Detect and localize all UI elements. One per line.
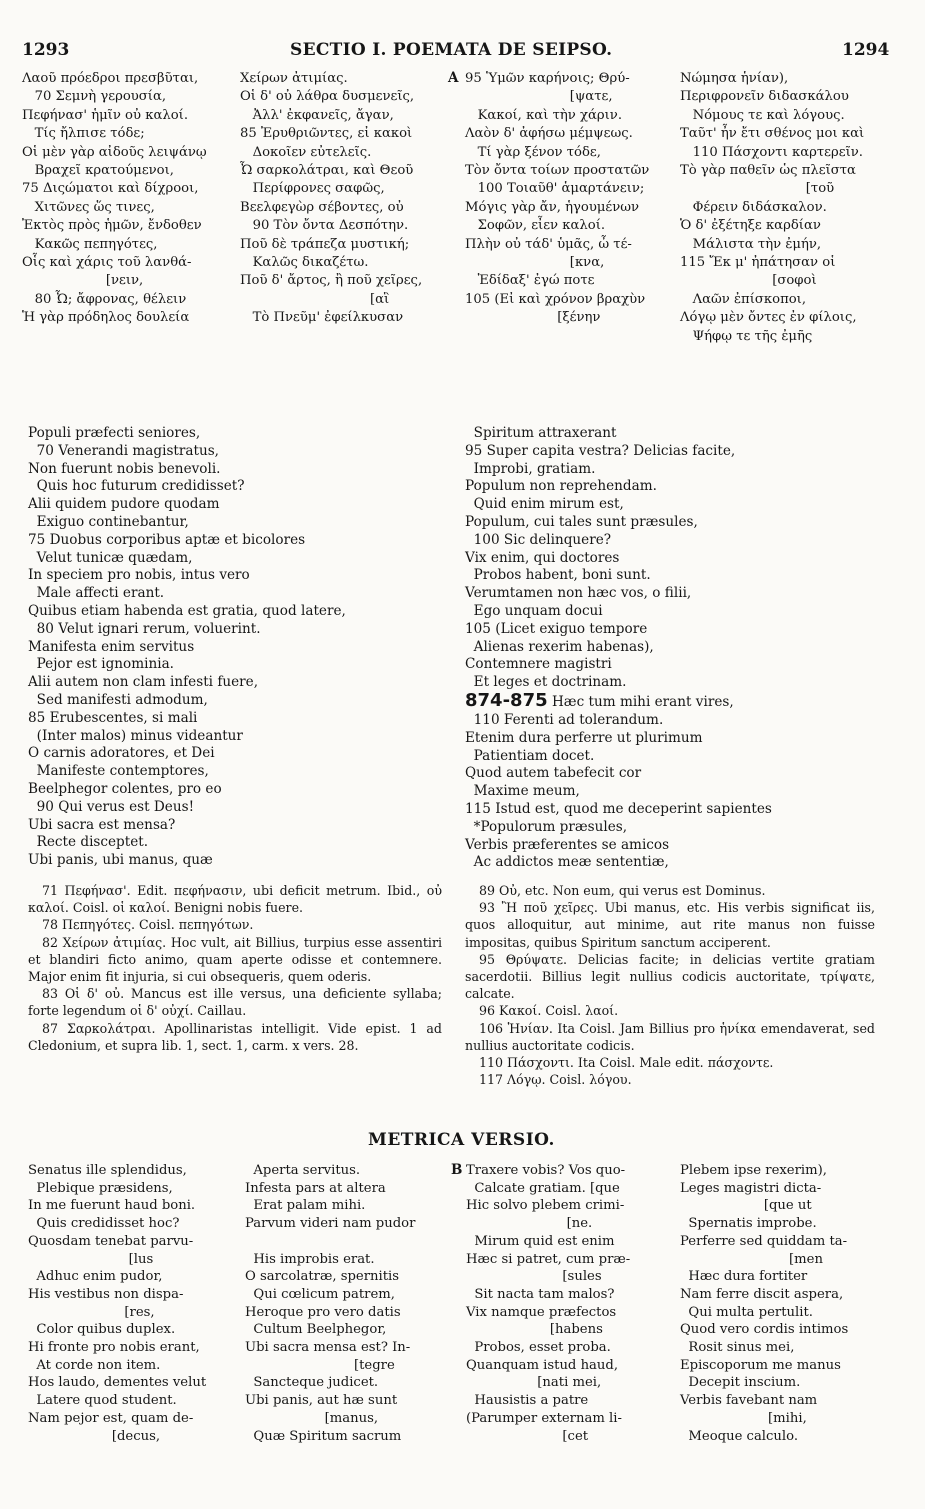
running-title: SECTIO I. POEMATA DE SEIPSO. — [290, 40, 613, 60]
note: 96 Κακοί. Coisl. λαοί. — [479, 1003, 619, 1019]
note: 117 Λόγῳ. Coisl. λόγου. — [479, 1072, 632, 1088]
latin-column-right-b: 110 Ferenti ad tolerandum. Etenim dura perferre ut plurimum Patientiam docet. Quod autem tabefecit cor Maxime meum, 115 Istud est, quod me deceperint sapientes *Populorum præsules, Verbis præferentes se amicos Ac addictos meæ sententiæ, — [465, 712, 772, 871]
note: 110 Πάσχοντι. Ita Coisl. Male edit. πάσχοντε. — [479, 1055, 774, 1071]
page-number-left: 1293 — [22, 40, 70, 60]
metrica-column-2: Aperta servitus. Infesta pars at altera Erat palam mihi. Parvum videri nam pudor His improbis erat. O sarcolatræ, spernitis Qui cœlicum patrem, Heroque pro vero datis Cultum Beelphegor, Ubi sacra mensa est? In- [tegre Sancteque judicet. Ubi panis, aut hæ sunt [manus, Quæ Spiritum sacrum — [245, 1163, 416, 1444]
page-number-right: 1294 — [842, 40, 890, 60]
column-marker-b: B — [451, 1162, 463, 1178]
note: 95 Θρύψατε. Delicias facite; in delicias vertite gratiam sacerdotii. Billius legit nullius codicis auctoritate, τρίψατε, calcate. — [465, 951, 875, 1002]
greek-column-4: Νώμησα ἡνίαν), Περιφρονεῖν διδασκάλου Νόμους τε καὶ λόγους. Ταῦτ' ἦν ἔτι σθένος μοι καὶ 110 Πάσχοντι καρτερεῖν. Τὸ γὰρ παθεῖν ὡς πλεῖστα [τοῦ Φέρειν διδάσκαλον. Ὁ δ' ἐξέτηξε καρδίαν Μάλιστα τὴν ἐμήν, 115 Ἔκ μ' ἠπάτησαν οἱ [σοφοὶ Λαῶν ἐπίσκοποι, Λόγῳ μὲν ὄντες ἐν φίλοις, Ψήφῳ τε τῆς ἐμῆς — [680, 71, 865, 344]
metrica-column-4: Plebem ipse rexerim), Leges magistri dicta- [que ut Spernatis improbe. Perferre sed quiddam ta- [men Hæc dura fortiter Nam ferre discit aspera, Qui multa pertulit. Quod vero cordis intimos Rosit sinus mei, Episcoporum me manus Decepit inscium. Verbis favebant nam [mihi, Meoque calculo. — [680, 1163, 849, 1444]
notes-left — [28, 882, 442, 1054]
latin-column-left: Populi præfecti seniores, 70 Venerandi magistratus, Non fuerunt nobis benevoli. Quis hoc futurum credidisset? Alii quidem pudore quodam Exiguo continebantur, 75 Duobus corporibus aptæ et bicolores Velut tunicæ quædam, In speciem pro nobis, intus vero Male affecti erant. Quibus etiam habenda est gratia, quod latere, 80 Velut ignari rerum, voluerint. Manifesta enim servitus Pejor est ignominia. Alii autem non clam infesti fuere, Sed manifesti admodum, 85 Erubescentes, si mali (Inter malos) minus videantur O carnis adoratores, et Dei Manifeste contemptores, Beelphegor colentes, pro eo 90 Qui verus est Deus! Ubi sacra est mensa? Recte disceptet. Ubi panis, ubi manus, quæ — [28, 425, 346, 869]
note: 93 Ἢ ποῦ χεῖρες. Ubi manus, etc. His verbis significat iis, quos alloquitur, aut minime, aut rite manus non fuisse impositas, quibus Spiritum sanctum acciperent. — [465, 900, 875, 950]
column-number-marker: 874-875 — [465, 690, 548, 711]
note: 106 Ἡνίαν. Ita Coisl. Jam Billius pro ἡνίκα emendaverat, sed nullius auctoritate codicis. — [465, 1020, 875, 1053]
note: 71 Πεφήνασ'. Edit. πεφήνασιν, ubi deficit metrum. Ibid., οὐ καλοί. Coisl. οἱ καλοί. Benigni nobis fuere. — [28, 883, 442, 916]
note: 89 Οὐ, etc. Non eum, qui verus est Dominus. — [479, 883, 766, 898]
note: 82 Χείρων ἀτιμίας. Hoc vult, ait Billius, turpius esse assentiri et blandiri ficto animo, quam aperte odisse et contemnere. Major enim fit injuria, si cui obsequeris, quem oderis. — [28, 934, 442, 985]
metrica-title: METRICA VERSIO. — [368, 1130, 555, 1150]
metrica-column-1: Senatus ille splendidus, Plebique præsidens, In me fuerunt haud boni. Quis credidisset hoc? Quosdam tenebat parvu- [lus Adhuc enim pudor, His vestibus non dispa- [res, Color quibus duplex. Hi fronte pro nobis erant, At corde non item. Hos laudo, dementes velut Latere quod student. Nam pejor est, quam de- [decus, — [28, 1163, 207, 1444]
metrica-column-3: Traxere vobis? Vos quo- Calcate gratiam. [que Hic solvo plebem crimi- [ne. Mirum quid est enim Hæc si patret, cum præ- [sules Sit nacta tam malos? Vix namque præfectos [habens Probos, esset proba. Quanquam istud haud, [nati mei, Hausistis a patre (Parumper externam li- [cet — [466, 1163, 631, 1444]
notes-right — [465, 882, 875, 1088]
greek-column-3: 95 Ὑμῶν καρήνοις; Θρύ- [ψατε, Κακοί, καὶ τὴν χάριν. Λαὸν δ' ἀφήσω μέμψεως. Τί γὰρ ξένον τόδε, Τὸν ὄντα τοίων προστατῶν 100 Τοιαῦθ' ἁμαρτάνειν; Μόγις γὰρ ἄν, ἡγουμένων Σοφῶν, εἶεν καλοί. Πλὴν οὐ τάδ' ὑμᾶς, ὦ τέ- [κνα, Ἐδίδαξ' ἐγώ ποτε 105 (Εἰ καὶ χρόνον βραχὺν [ξένην — [465, 71, 650, 326]
note: 83 Οἱ δ' οὐ. Mancus est ille versus, una deficiente syllaba; forte legendum οἱ δ' οὐχί. Caillau. — [28, 986, 442, 1019]
greek-column-1: Λαοῦ πρόεδροι πρεσβῦται, 70 Σεμνὴ γερουσία, Πεφήνασ' ἡμῖν οὐ καλοί. Τίς ἤλπισε τόδε; Οἱ μὲν γὰρ αἰδοῦς λειψάνῳ Βραχεῖ κρατούμενοι, 75 Διςώματοι καὶ δίχροοι, Χιτῶνες ὥς τινες, Ἐκτὸς πρὸς ἡμῶν, ἔνδοθεν Κακῶς πεπηγότες, Οἷς καὶ χάρις τοῦ λανθά- [νειν, 80 Ὦ; ἄφρονας, θέλειν Ἡ γὰρ πρόδηλος δουλεία — [22, 71, 207, 326]
latin-column-right-a: Spiritum attraxerant 95 Super capita vestra? Delicias facite, Improbi, gratiam. Populum non reprehendam. Quid enim mirum est, Populum, cui tales sunt præsules, 100 Sic delinquere? Vix enim, qui doctores Probos habent, boni sunt. Verumtamen non hæc vos, o filii, Ego unquam docui 105 (Licet exiguo tempore Alienas rexerim habenas), Contemnere magistri Et leges et doctrinam. — [465, 425, 736, 691]
marker-line-text: Hæc tum mihi erant vires, — [551, 694, 734, 710]
note: 78 Πεπηγότες. Coisl. πεπηγότων. — [42, 917, 254, 933]
column-marker-line — [465, 690, 734, 711]
greek-column-2: Χείρων ἀτιμίας. Οἱ δ' οὐ λάθρα δυσμενεῖς, Ἀλλ' ἐκφανεῖς, ἄγαν, 85 Ἐρυθριῶντες, εἰ κακοὶ Δοκοῖεν εὐτελεῖς. Ὦ σαρκολάτραι, καὶ Θεοῦ Περίφρονες σαφῶς, Βεελφεγὼρ σέβοντες, οὐ 90 Τὸν ὄντα Δεσπότην. Ποῦ δὲ τράπεζα μυστική; Καλῶς δικαζέτω. Ποῦ δ' ἄρτος, ἢ ποῦ χεῖρες, [αἳ Τὸ Πνεῦμ' ἐφείλκυσαν — [240, 71, 423, 326]
column-marker-a: A — [448, 70, 459, 86]
note: 87 Σαρκολάτραι. Apollinaristas intelligit. Vide epist. 1 ad Cledonium, et supra lib. 1, sect. 1, carm. x vers. 28. — [28, 1020, 442, 1053]
